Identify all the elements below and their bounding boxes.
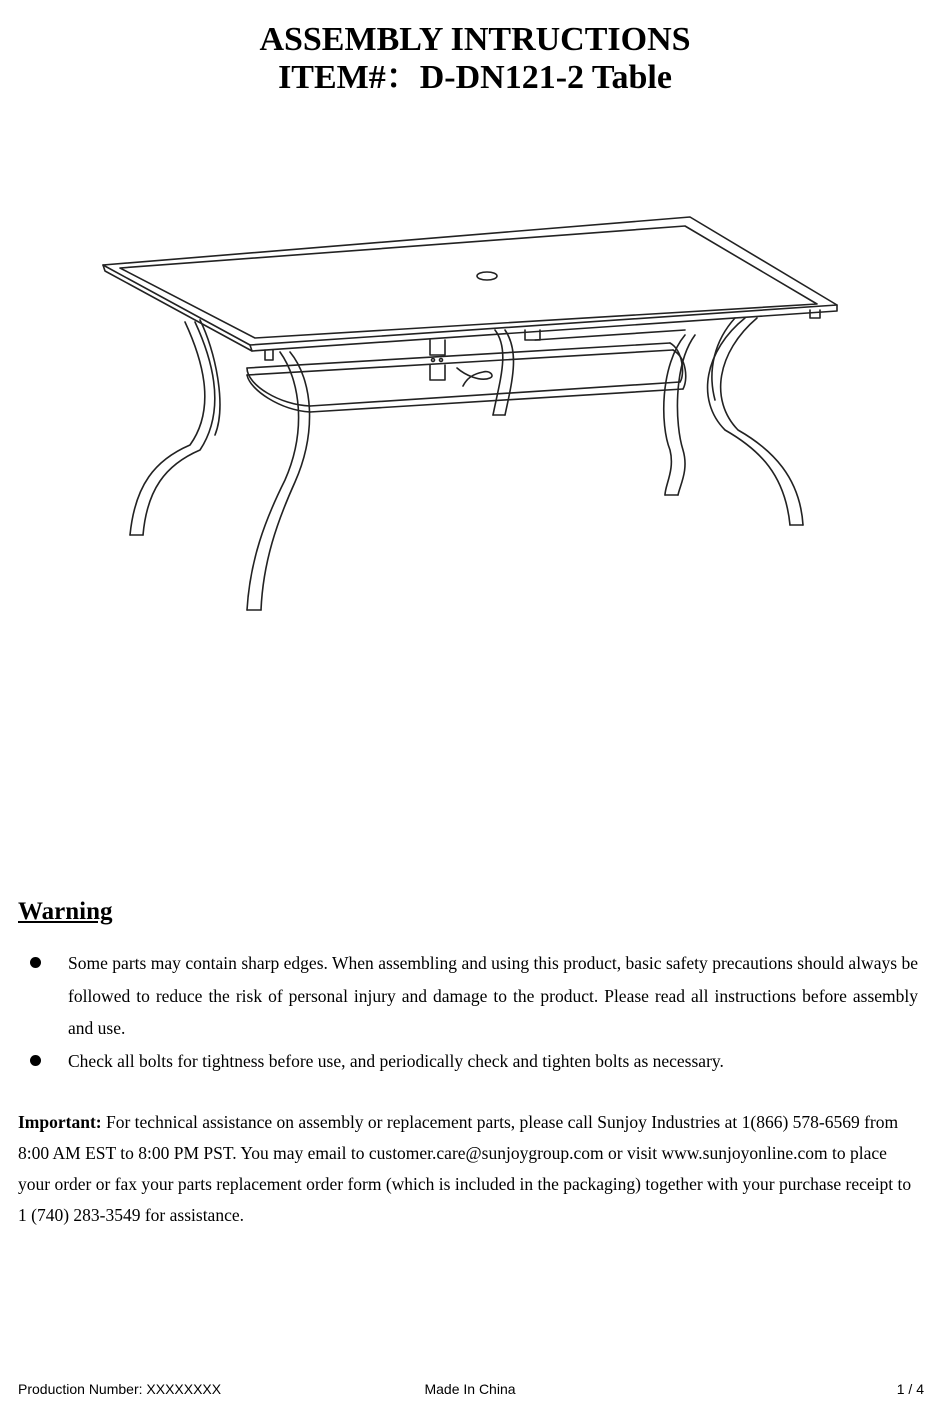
list-item: [18, 1045, 918, 1078]
bullet-icon: [30, 1055, 41, 1066]
warning-list: [18, 947, 918, 1077]
page-number: 1 / 4: [896, 1381, 924, 1397]
important-label: Important:: [18, 1112, 102, 1132]
document-title: ASSEMBLY INTRUCTIONS: [259, 21, 691, 58]
patio-table-line-drawing-icon: [95, 200, 855, 630]
warning-item-text: Some parts may contain sharp edges. When assembling and using this product, basic safety precautions should always be followed to reduce the risk of personal injury and damage to the product. Please read all instructions before assembly and use.: [68, 953, 918, 1038]
item-number-title: ITEM#：D-DN121-2 Table: [278, 59, 672, 96]
important-notice: [18, 1107, 923, 1231]
list-item: [18, 947, 918, 1045]
warning-heading: Warning: [18, 898, 113, 925]
production-number: Production Number: XXXXXXXX: [18, 1381, 222, 1397]
made-in-label: Made In China: [424, 1381, 516, 1397]
important-text: For technical assistance on assembly or replacement parts, please call Sunjoy Industries at 1(866) 578-6569 from 8:00 AM EST to 8:00 PM PST. You may email to customer.care@sunjoygroup.com or visit www.sunjoyonline.com to place your order or fax your parts replacement order form (which is included in the packaging) together with your purchase receipt to 1 (740) 283-3549 for assistance.: [18, 1112, 912, 1225]
warning-item-text: Check all bolts for tightness before use, and periodically check and tighten bolts as necessary.: [68, 1050, 724, 1071]
bullet-icon: [30, 957, 41, 968]
